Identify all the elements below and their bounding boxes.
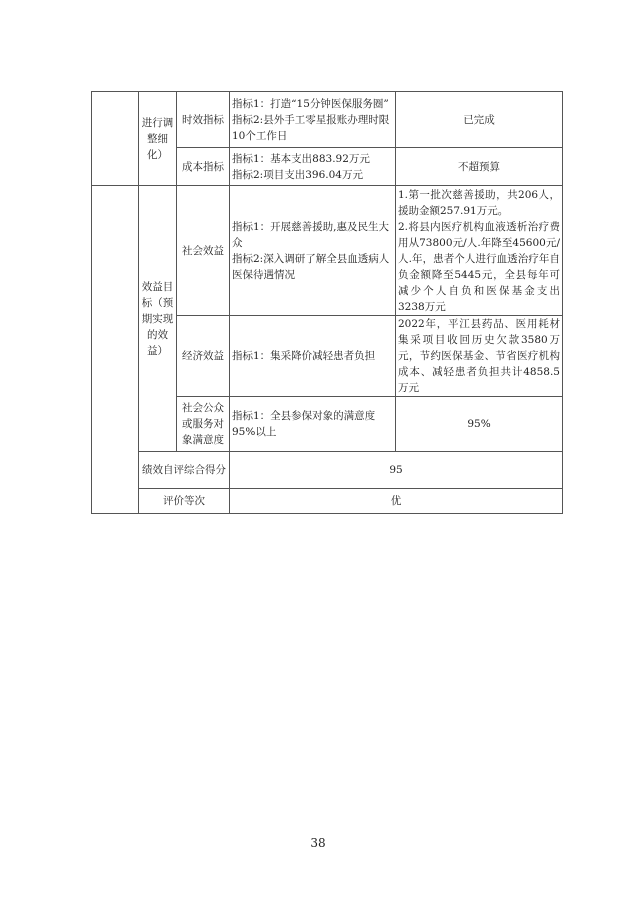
empty-category-cell (92, 92, 139, 186)
indicator-type-label: 社会效益 (177, 186, 230, 316)
result-cell: 2022年，平江县药品、医用耗材集采项目收回历史欠款3580万元，节约医保基金、节省医疗机构成本、减轻患者负担共计4858.5万元 (396, 316, 563, 397)
score-label: 绩效自评综合得分 (139, 452, 230, 489)
indicator-type-label: 社会公众或服务对象满意度 (177, 397, 230, 452)
group-label-benefit: 效益目标（预期实现的效益） (139, 186, 177, 452)
indicator-cell (230, 148, 396, 186)
indicator-text: 指标1：全县参保对象的满意度95%以上 (232, 410, 376, 438)
page-number: 38 (310, 836, 326, 850)
indicator-text: 指标2:县外手工零星报账办理时限10个工作日 (232, 113, 390, 142)
indicator-text: 指标1：打造“15分钟医保服务圈” (232, 97, 389, 110)
indicator-type-label: 成本指标 (177, 148, 230, 186)
indicator-cell (230, 186, 396, 316)
table-row (92, 186, 563, 316)
indicator-cell (230, 92, 396, 148)
result-text: 2.将县内医疗机构血液透析治疗费用从73800元/人.年降至45600元/人.年，患者个人进行血透治疗年自负金额降至5445元，全县每年可减少个人自负和医保基金支出3238万元 (398, 220, 560, 313)
indicator-cell (230, 316, 396, 397)
indicator-type-label: 时效指标 (177, 92, 230, 148)
indicator-text: 指标2:深入调研了解全县血透病人医保待遇情况 (232, 252, 390, 281)
result-cell: 95% (396, 397, 563, 452)
indicator-text: 指标1：集采降价减轻患者负担 (232, 350, 376, 362)
group-label-adjust: 进行调整细化） (139, 92, 177, 186)
table-row (92, 489, 563, 514)
table-row (92, 452, 563, 489)
result-cell (396, 186, 563, 316)
table-row (92, 92, 563, 148)
result-cell: 已完成 (396, 92, 563, 148)
result-text: 1.第一批次慈善援助，共206人，援助金额257.91万元。 (398, 188, 560, 217)
indicator-cell (230, 397, 396, 452)
empty-category-cell (92, 186, 139, 514)
indicator-text: 指标1：基本支出883.92万元 (232, 152, 370, 165)
indicator-text: 指标2:项目支出396.04万元 (232, 168, 363, 181)
grade-label: 评价等次 (139, 489, 230, 514)
performance-table (91, 91, 563, 514)
indicator-type-label: 经济效益 (177, 316, 230, 397)
grade-value: 优 (230, 489, 563, 514)
result-cell: 不超预算 (396, 148, 563, 186)
score-value: 95 (230, 452, 563, 489)
indicator-text: 指标1：开展慈善援助,惠及民生大众 (232, 220, 390, 249)
